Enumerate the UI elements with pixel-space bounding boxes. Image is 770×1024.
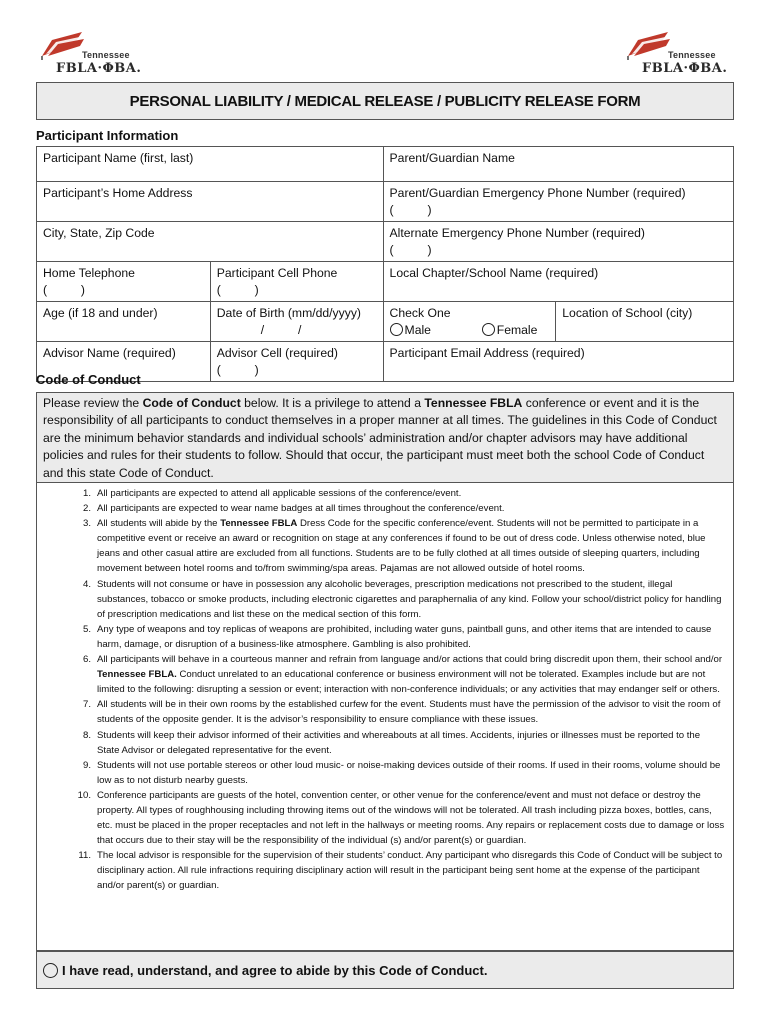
female-label: Female: [496, 323, 538, 337]
agree-label: I have read, understand, and agree to abide by this Code of Conduct.: [62, 962, 488, 978]
participant-info-table: [36, 146, 734, 382]
conduct-item: [43, 486, 725, 501]
logo-state: Tennessee: [668, 50, 716, 60]
home-phone-field[interactable]: [37, 262, 211, 302]
conduct-item-text: All students will be in their own rooms by the established curfew for the event. Students must have the permission of the advisor to visit the room of students of the opposite gender. It is the advisor’s responsibility to ensure compliance with these issues.: [97, 699, 721, 726]
intro-text: below. It is a privilege to attend a: [240, 396, 425, 410]
intro-bold: Tennessee FBLA: [424, 396, 523, 410]
conduct-item-text: The local advisor is responsible for the supervision of their students’ conduct. Any participant who disregards this Code of Conduct will be subject to disciplinary action. All rule infractions requiring disciplinary action will result in the participant being sent home at the expense of the participant and/or parent(s) or guardian.: [97, 850, 723, 892]
conduct-item-number: 7.: [82, 699, 91, 711]
home-phone-label: Home Telephone: [43, 266, 135, 280]
code-of-conduct-intro: [36, 392, 734, 483]
conduct-item-text: All participants are expected to wear name badges at all times throughout the conference/event.: [97, 503, 505, 515]
guardian-name-label: Parent/Guardian Name: [389, 151, 515, 165]
conduct-item: [43, 788, 725, 848]
conduct-item: [43, 516, 725, 576]
agree-radio[interactable]: [43, 963, 58, 978]
male-radio[interactable]: [390, 323, 403, 336]
chapter-name-field[interactable]: [383, 262, 733, 302]
conduct-item-number: 4.: [82, 578, 91, 590]
advisor-cell-blank: ( ): [216, 363, 259, 377]
conduct-item: [43, 652, 725, 697]
check-one-label: Check One: [389, 306, 451, 320]
conduct-item-text: Students will keep their advisor informed of their activities and whereabouts at all times. Accidents, injuries or illnesses must be reported to the State Advisor or delegated representative for the event.: [97, 729, 701, 756]
male-label: Male: [404, 323, 431, 337]
conduct-item-text: Students will not use portable stereos or other loud music- or noise-making devices outside of their rooms. If used in their rooms, volume should be low as to not disturb nearby guests.: [97, 759, 721, 786]
fbla-logo-right: [624, 30, 734, 78]
advisor-cell-field[interactable]: [210, 342, 383, 382]
dob-blank: / /: [260, 323, 302, 337]
alt-phone-label: Alternate Emergency Phone Number (required): [389, 226, 645, 240]
alt-phone-field[interactable]: [383, 222, 733, 262]
home-address-field[interactable]: [37, 182, 384, 222]
conduct-item-text: All participants are expected to attend all applicable sessions of the conference/event.: [97, 488, 462, 499]
advisor-name-label: Advisor Name (required): [43, 346, 176, 360]
cell-phone-label: Participant Cell Phone: [216, 266, 338, 280]
female-radio[interactable]: [482, 323, 495, 336]
conduct-item: [43, 622, 725, 652]
age-label: Age (if 18 and under): [43, 306, 158, 320]
conduct-item: [43, 848, 725, 893]
conduct-item-number: 8.: [82, 729, 91, 741]
intro-bold: Code of Conduct: [142, 396, 241, 410]
participant-name-field[interactable]: [37, 147, 384, 182]
conduct-item: [43, 758, 725, 788]
intro-text: Please review the: [43, 396, 143, 410]
school-location-field[interactable]: [556, 302, 734, 342]
conduct-item-text: Any type of weapons and toy replicas of weapons are prohibited, including water guns, paintball guns, and other items that are intended to cause harm, damage, or disruption of a business-like atmosphere. Gambling is also prohibited.: [97, 623, 712, 650]
alt-phone-blank: ( ): [389, 243, 432, 257]
dob-label: Date of Birth (mm/dd/yyyy): [216, 306, 361, 320]
cell-phone-field[interactable]: [210, 262, 383, 302]
conduct-item-text: Students will not consume or have in possession any alcoholic beverages, prescription medications not prescribed to the student, illegal substances, tobacco or smoke products, including electronic cigarettes and paraphernalia of any kind. Follow your school/district policy for handling of prescription medications and list these on the medical section of this form.: [97, 578, 722, 620]
age-field[interactable]: [37, 302, 211, 342]
conduct-item-number: 6.: [82, 654, 91, 666]
form-title-box: [36, 82, 734, 120]
email-label: Participant Email Address (required): [389, 346, 585, 360]
gender-field: [383, 302, 556, 342]
conduct-item-text: All participants will behave in a courteous manner and refrain from language and/or actions that could bring discredit upon them, their school and/or Tennessee FBLA. Conduct unrelated to an educational conference or business environment will not be tolerated. Examples include but are not limited to the following: disrupting a session or event; interaction with non-conference individuals; or any activities that may endanger self or others.: [97, 654, 723, 696]
guardian-name-field[interactable]: [383, 147, 733, 182]
conduct-item-text: All students will abide by the Tennessee FBLA Dress Code for the specific conference/event. Students will not be permitted to participate in a competitive event or receive an award or recognition on stage at any conferences if found to be out of dress code. Unless otherwise noted, blue jeans and other casual attire are excluded from all functions. Students are to be fully clothed at all times outside of sleeping quarters, including movement between hotel rooms and to/from swimming/spa areas. Pajamas are not allowed outside of hotel rooms.: [97, 518, 706, 575]
conduct-item-text: Conference participants are guests of the hotel, convention center, or other venue for the conference/event and must not deface or destroy the property. All types of roughhousing including throwing items out of the windows will not be tolerated. All trash including pizza boxes, bottles, cans, etc. must be placed in the proper receptacles and not left in the hallways or meeting rooms. Any repairs or replacement costs due to damage or loss that occurs due to their stay will be the responsibility of the individual (s) and/or parent(s) or guardian.: [97, 789, 725, 847]
conduct-item: [43, 728, 725, 758]
school-location-label: Location of School (city): [562, 306, 693, 320]
home-address-label: Participant’s Home Address: [43, 186, 193, 200]
conduct-item: [43, 501, 725, 516]
conduct-item-number: 10.: [77, 789, 91, 801]
flag-icon: [624, 30, 674, 62]
chapter-name-label: Local Chapter/School Name (required): [389, 266, 599, 280]
conduct-item-number: 2.: [82, 503, 91, 515]
conduct-item: [43, 697, 725, 727]
guardian-phone-field[interactable]: [383, 182, 733, 222]
dob-field[interactable]: [210, 302, 383, 342]
code-of-conduct-heading: Code of Conduct: [36, 372, 141, 387]
logo-state: Tennessee: [82, 50, 130, 60]
flag-icon: [38, 30, 88, 62]
participant-name-label: Participant Name (first, last): [43, 151, 194, 165]
intro-text: conference or event and it is the responsibility of all participants to conduct themselves in a proper manner at all times. The guidelines in this Code of Conduct are the minimum behavior standards and individual schools’ administration and/or chapter advisors may have additional policies and rules for their students to follow. Should that occur, the participant must meet both the school Code of Conduct and this state Code of Conduct.: [43, 396, 717, 480]
logo-brand: FBLA·ΦBA.: [642, 61, 728, 76]
conduct-item-number: 3.: [82, 518, 91, 530]
fbla-logo-left: [38, 30, 148, 78]
guardian-phone-blank: ( ): [389, 203, 432, 217]
conduct-item-number: 9.: [82, 759, 91, 771]
email-field[interactable]: [383, 342, 733, 382]
conduct-item: [43, 577, 725, 622]
logo-brand: FBLA·ΦBA.: [56, 61, 142, 76]
city-state-zip-label: City, State, Zip Code: [43, 226, 155, 240]
cell-phone-blank: ( ): [216, 283, 259, 297]
advisor-cell-label: Advisor Cell (required): [216, 346, 338, 360]
code-of-conduct-list: [36, 483, 734, 951]
agree-statement: [36, 951, 734, 989]
participant-info-heading: Participant Information: [36, 128, 179, 143]
conduct-item-number: 11.: [78, 850, 91, 862]
city-state-zip-field[interactable]: [37, 222, 384, 262]
guardian-phone-label: Parent/Guardian Emergency Phone Number (required): [389, 186, 686, 200]
conduct-item-number: 5.: [82, 623, 91, 635]
home-phone-blank: ( ): [43, 283, 85, 297]
conduct-item-number: 1.: [82, 488, 91, 499]
form-title: PERSONAL LIABILITY / MEDICAL RELEASE / PUBLICITY RELEASE FORM: [129, 92, 641, 110]
